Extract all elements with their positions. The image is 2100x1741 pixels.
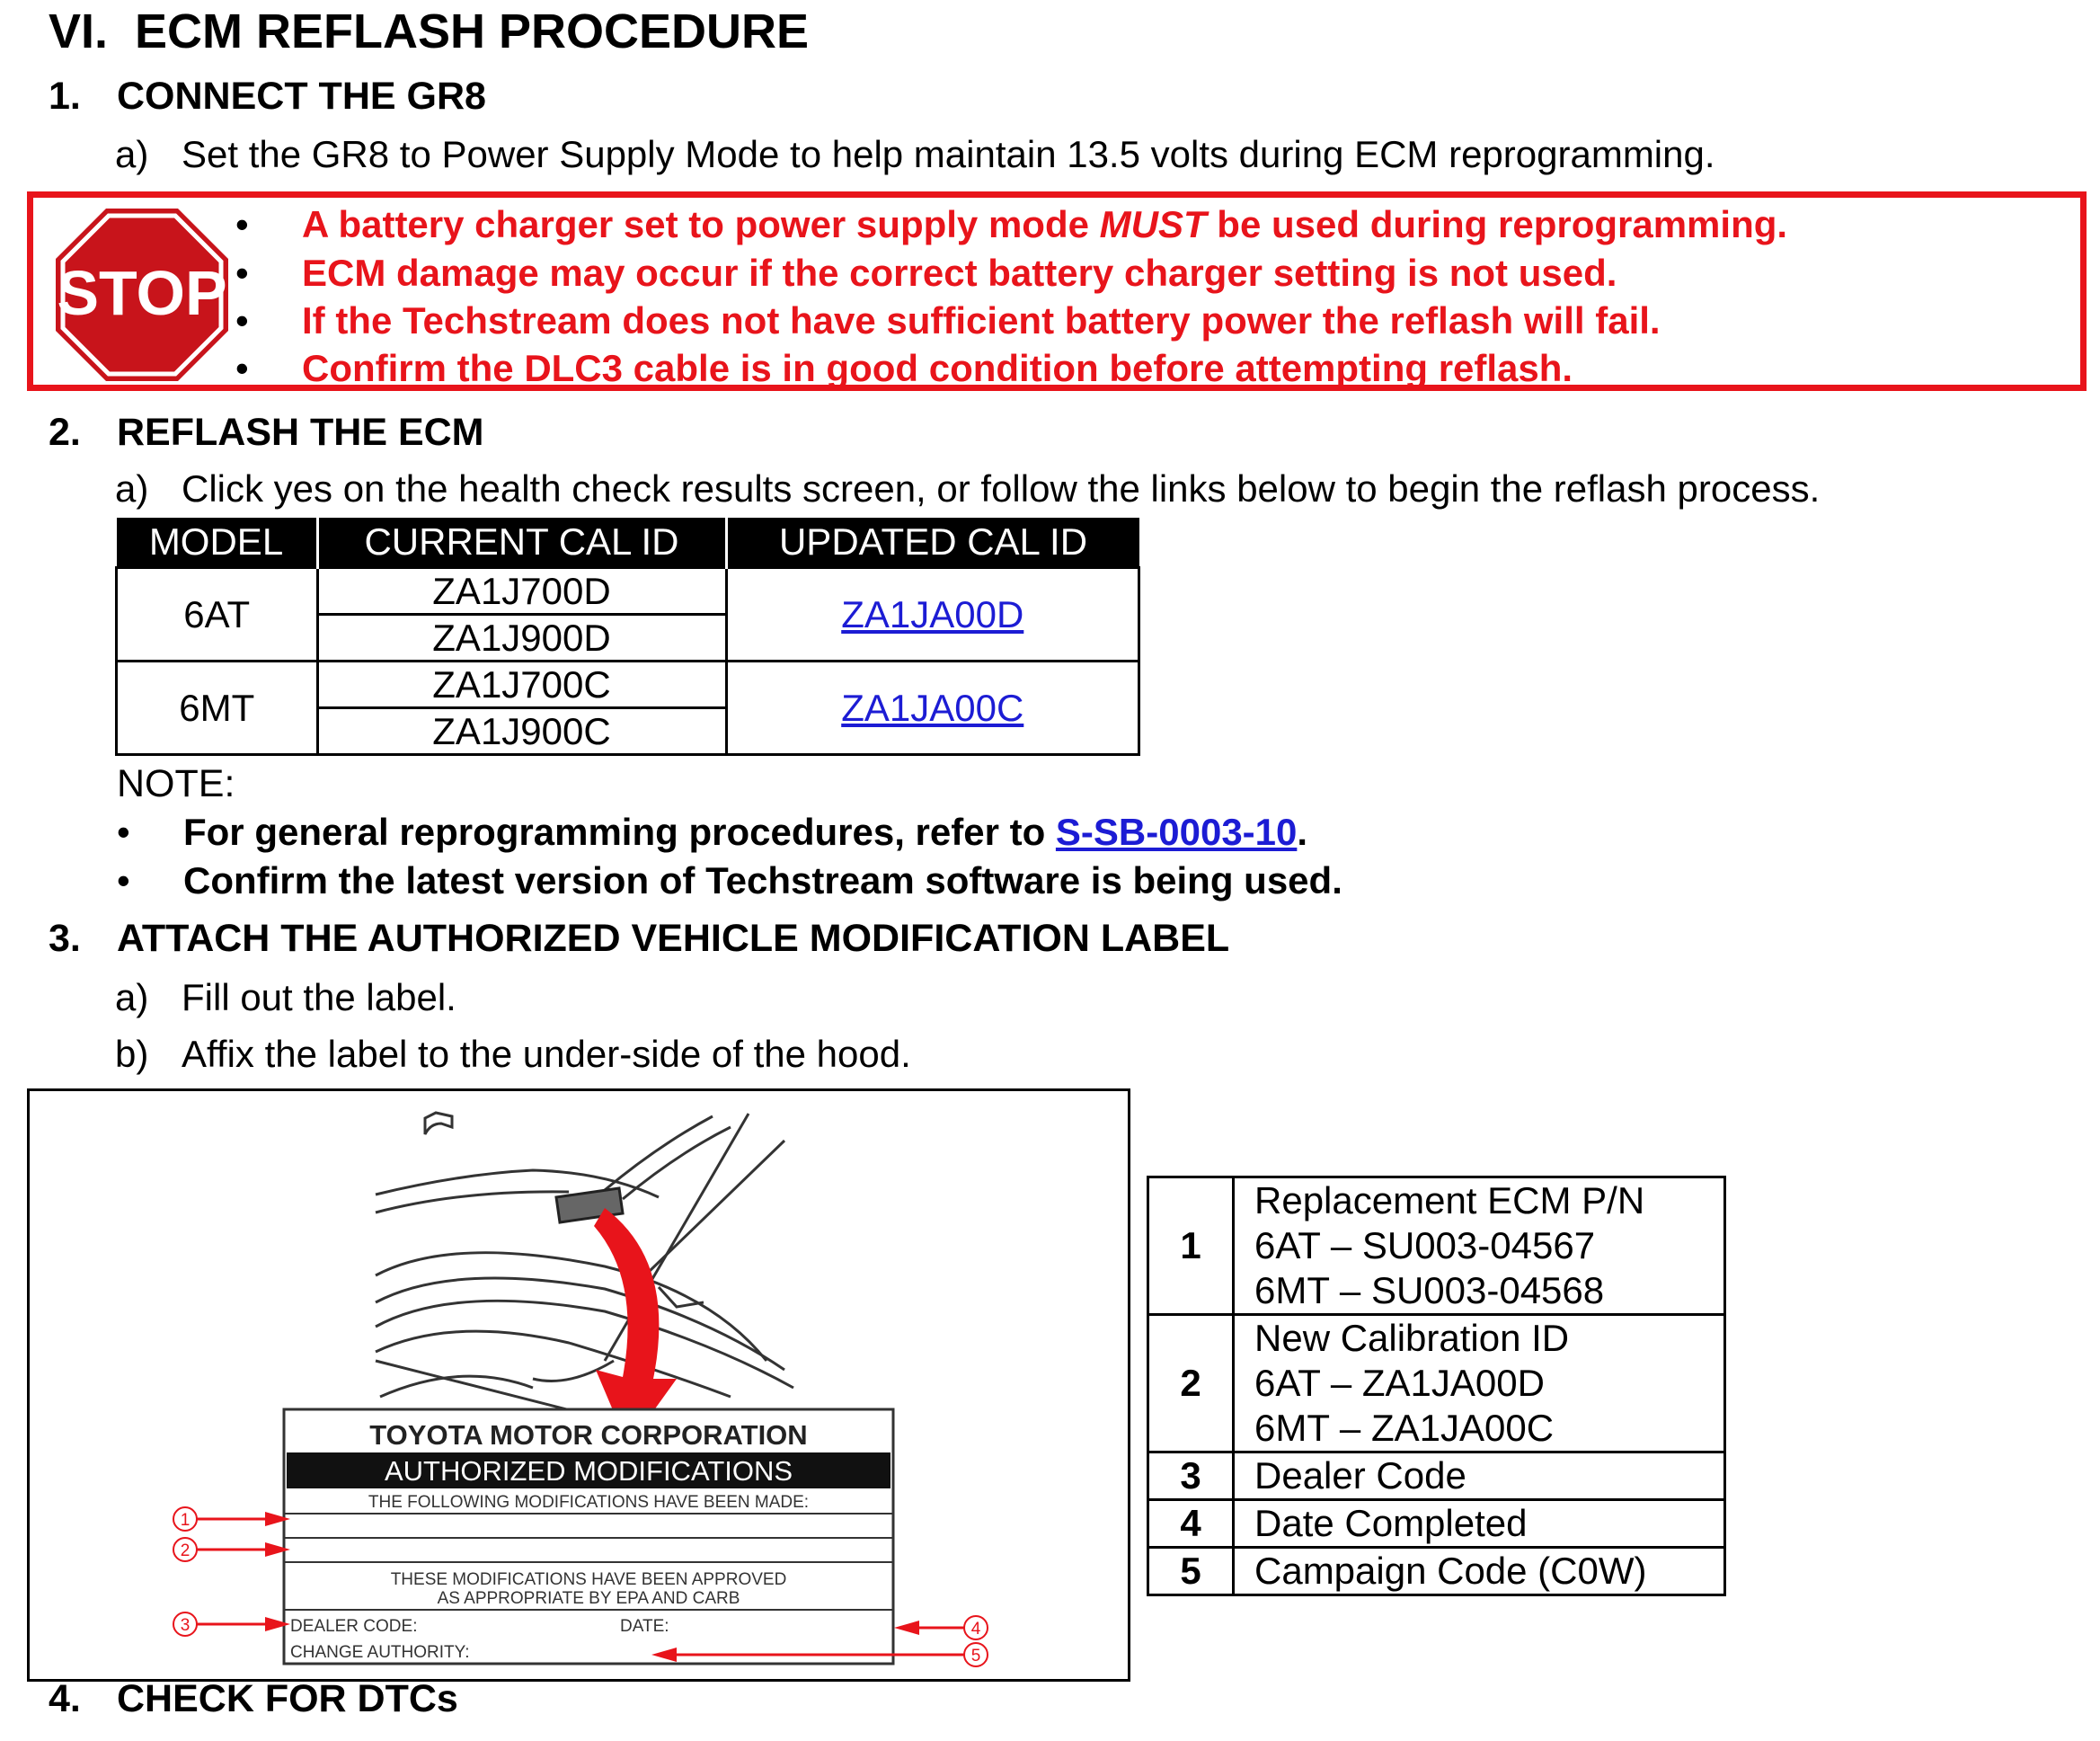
label-subheading: THE FOLLOWING MODIFICATIONS HAVE BEEN MADE: [368,1493,810,1512]
warning-bullet-2: • [235,252,249,294]
svg-text:STOP: STOP [57,258,227,328]
current-cal-cell: ZA1J900C [317,708,726,755]
calibration-table [115,518,1140,756]
header-updated-cal-id: UPDATED CAL ID [726,518,1139,568]
legend-description: Replacement ECM P/N 6AT – SU003-04567 6MT – SU003-04568 [1234,1177,1725,1315]
step-2-number: 2. [49,411,81,454]
legend-description: Dealer Code [1234,1452,1725,1500]
svg-text:4: 4 [970,1620,981,1639]
current-cal-cell: ZA1J900D [317,615,726,662]
stop-sign-icon [52,205,232,385]
step-3-number: 3. [49,917,81,960]
note-bullet-2-dot: • [117,859,130,902]
current-cal-cell: ZA1J700D [317,568,726,615]
table-row [1148,1177,1725,1315]
svg-text:2: 2 [180,1541,191,1560]
model-cell: 6MT [117,662,318,755]
table-row [1148,1548,1725,1595]
legend-description: New Calibration ID 6AT – ZA1JA00D 6MT – ZA1JA00C [1234,1315,1725,1452]
label-heading: AUTHORIZED MODIFICATIONS [384,1455,793,1487]
svg-text:3: 3 [180,1616,191,1635]
header-model: MODEL [117,518,318,568]
step-3b-text: Affix the label to the under-side of the hood. [182,1033,911,1075]
model-cell: 6AT [117,568,318,662]
legend-description: Date Completed [1234,1500,1725,1548]
step-1a-letter: a) [115,133,149,175]
step-1-number: 1. [49,75,81,118]
step-3b-letter: b) [115,1033,149,1075]
warning-bullet-3: • [235,299,249,342]
label-legend-table [1147,1176,1726,1596]
warning-line-4: Confirm the DLC3 cable is in good condition before attempting reflash. [302,347,1573,389]
warning-emphasis: MUST [1099,203,1207,245]
svg-text:1: 1 [180,1511,191,1530]
hood-illustration [30,1091,1128,1679]
step-4-title: CHECK FOR DTCs [117,1677,458,1720]
calibration-table-header [117,518,1139,568]
label-company: TOYOTA MOTOR CORPORATION [369,1419,808,1451]
label-dealer-code: DEALER CODE: [290,1617,418,1636]
label-approval-1: THESE MODIFICATIONS HAVE BEEN APPROVED [390,1570,787,1589]
table-row [117,662,1139,708]
header-current-cal-id: CURRENT CAL ID [317,518,726,568]
step-1-title: CONNECT THE GR8 [117,75,486,118]
legend-description: Campaign Code (C0W) [1234,1548,1725,1595]
service-bulletin-link[interactable]: S-SB-0003-10 [1055,811,1298,853]
warning-line-3: If the Techstream does not have sufficient battery power the reflash will fail. [302,299,1661,342]
label-approval-2: AS APPROPRIATE BY EPA AND CARB [437,1589,740,1608]
section-title: VI. ECM REFLASH PROCEDURE [49,4,810,58]
updated-cal-cell [726,662,1139,755]
step-3a-text: Fill out the label. [182,976,456,1018]
legend-number: 2 [1148,1315,1234,1452]
warning-bullet-4: • [235,347,249,389]
note-bullet-1: For general reprogramming procedures, refer to S-SB-0003-10. [183,811,1308,853]
updated-cal-link-6mt[interactable]: ZA1JA00C [841,686,1024,729]
warning-bullet-1: • [235,203,249,245]
legend-number: 3 [1148,1452,1234,1500]
legend-number: 5 [1148,1548,1234,1595]
warning-line-2: ECM damage may occur if the correct battery charger setting is not used. [302,252,1617,294]
label-date: DATE: [620,1617,669,1636]
label-change-authority: CHANGE AUTHORITY: [290,1643,470,1662]
note-label: NOTE: [117,762,235,805]
legend-number: 4 [1148,1500,1234,1548]
step-3a-letter: a) [115,976,149,1018]
step-3-title: ATTACH THE AUTHORIZED VEHICLE MODIFICATION LABEL [117,917,1230,960]
label-figure [27,1088,1130,1682]
svg-text:5: 5 [970,1647,981,1665]
table-row [1148,1315,1725,1452]
current-cal-cell: ZA1J700C [317,662,726,708]
table-row [1148,1452,1725,1500]
note-bullet-2: Confirm the latest version of Techstream software is being used. [183,859,1342,902]
warning-line-1: A battery charger set to power supply mode MUST be used during reprogramming. [302,203,1788,245]
table-row [1148,1500,1725,1548]
updated-cal-link-6at[interactable]: ZA1JA00D [841,592,1024,635]
updated-cal-cell [726,568,1139,662]
table-row [117,568,1139,615]
note-bullet-1-dot: • [117,811,130,853]
step-2a-letter: a) [115,467,149,510]
step-1a-text: Set the GR8 to Power Supply Mode to help maintain 13.5 volts during ECM reprogramming. [182,133,1715,175]
legend-number: 1 [1148,1177,1234,1315]
step-2a-text: Click yes on the health check results screen, or follow the links below to begin the reflash process. [182,467,1821,510]
step-4-number: 4. [49,1677,81,1720]
step-2-title: REFLASH THE ECM [117,411,484,454]
